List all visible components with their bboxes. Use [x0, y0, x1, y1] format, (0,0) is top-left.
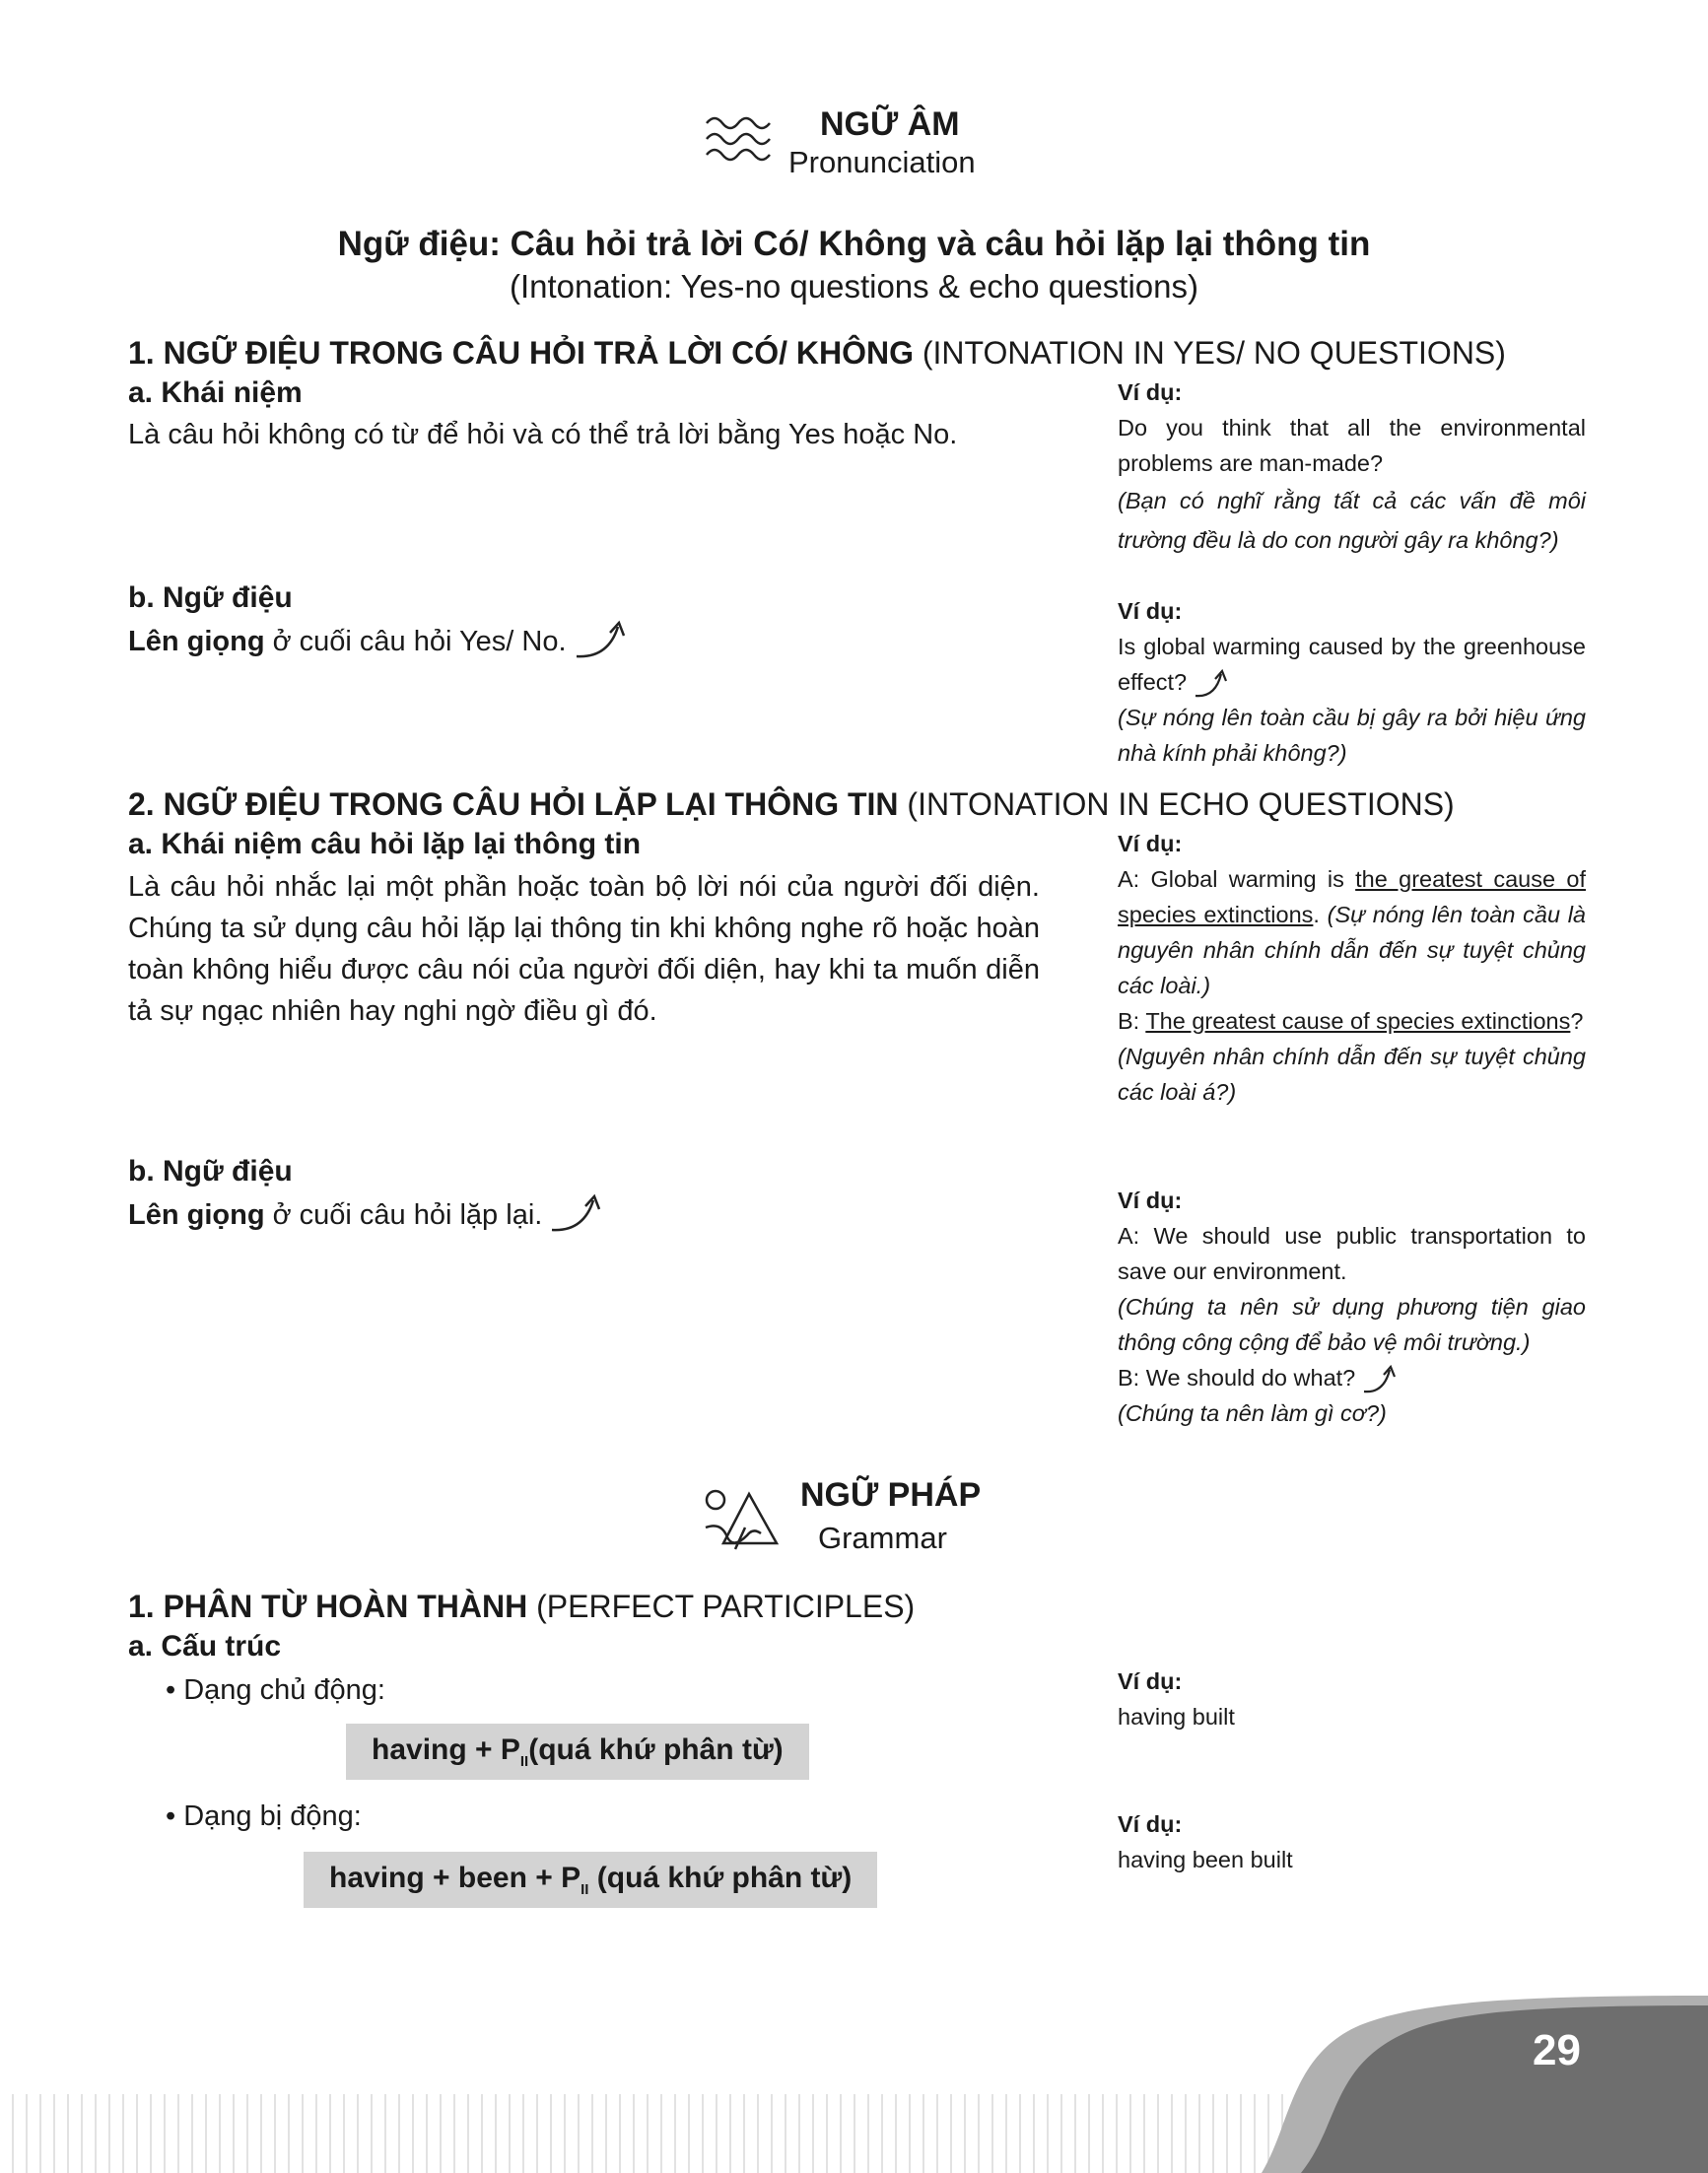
example-label: Ví dụ: — [1118, 1188, 1183, 1213]
passive-formula: having + been + $P_{II}$ (quá khứ phân từ) — [304, 1852, 877, 1908]
wave-icon — [705, 111, 774, 166]
example-label: Ví dụ: — [1118, 831, 1183, 856]
section-1-heading-bold: 1. NGỮ ĐIỆU TRONG CÂU HỎI TRẢ LỜI CÓ/ KHÔNG — [128, 335, 914, 371]
active-form-label: • Dạng chủ động: — [166, 1674, 385, 1706]
grammar-heading-normal: (PERFECT PARTICIPLES) — [536, 1589, 916, 1624]
section-1a-example — [1118, 374, 1586, 560]
section-2a-text: Là câu hỏi nhắc lại một phần hoặc toàn bộ lời nói của người đối diện. Chúng ta sử dụng câu hỏi lặp lại thông tin khi không nghe rõ hoặc hoàn toàn không hiểu được câu nói của người đối diện, hay khi ta muốn diễn tả sự ngạc nhiên hay nghi ngờ điều gì đó. — [128, 871, 1040, 1027]
section-1b-text — [128, 619, 630, 662]
pronunciation-subtitle: Pronunciation — [788, 145, 976, 179]
rising-intonation-arrow-icon — [1194, 668, 1229, 700]
rising-intonation-arrow-icon — [575, 619, 630, 662]
example-vietnamese: (Chúng ta nên sử dụng phương tiện giao thông công cộng để bảo vệ môi trường.) — [1118, 1294, 1586, 1355]
topic-title: Ngữ điệu: Câu hỏi trả lời Có/ Không và câu hỏi lặp lại thông tin — [337, 225, 1371, 263]
section-1b-title: b. Ngữ điệu — [128, 581, 293, 614]
underlined-phrase: the greatest cause of species extinctions — [1118, 866, 1586, 927]
example-label: Ví dụ: — [1118, 1811, 1183, 1837]
active-example — [1118, 1664, 1586, 1734]
rising-label: Lên giọng — [128, 1199, 265, 1231]
example-a: A: Global warming is the greatest cause of species extinctions. (Sự nóng lên toàn cầu là nguyên nhân chính dẫn đến sự tuyệt chủng các loài.) — [1118, 866, 1586, 998]
section-2-heading-normal: (INTONATION IN ECHO QUESTIONS) — [907, 786, 1455, 822]
rising-intonation-arrow-icon — [1362, 1364, 1398, 1395]
page-corner-shape — [1222, 1996, 1708, 2173]
pronunciation-header — [705, 103, 1020, 182]
rising-intonation-arrow-icon — [550, 1192, 605, 1236]
pronunciation-title: NGỮ ÂM — [820, 105, 960, 143]
example-label: Ví dụ: — [1118, 1668, 1183, 1694]
triangle-shapes-icon — [702, 1484, 781, 1555]
topic-subtitle: (Intonation: Yes-no questions & echo questions) — [510, 268, 1198, 305]
example-vietnamese: (Bạn có nghĩ rằng tất cả các vấn đề môi trường đều là do con người gây ra không?) — [1118, 488, 1586, 553]
passive-form-label: • Dạng bị động: — [166, 1800, 362, 1832]
grammar-heading-bold: 1. PHÂN TỪ HOÀN THÀNH — [128, 1589, 528, 1624]
section-2a-example — [1118, 826, 1586, 1110]
example-a: A: We should use public transportation to save our environment. — [1118, 1223, 1586, 1284]
grammar-title: NGỮ PHÁP — [800, 1476, 982, 1514]
grammar-header — [702, 1476, 997, 1565]
section-1-heading — [128, 335, 1506, 372]
grammar-subtitle: Grammar — [818, 1521, 947, 1555]
active-formula: having + $P_{II}(quá$ khứ phân từ) — [346, 1724, 809, 1780]
example-label: Ví dụ: — [1118, 379, 1183, 405]
rising-label: Lên giọng — [128, 626, 265, 657]
section-1b-text-rest: ở cuối câu hỏi Yes/ No. — [264, 626, 567, 657]
section-2b-text-rest: ở cuối câu hỏi lặp lại. — [264, 1199, 543, 1231]
example-vietnamese: (Sự nóng lên toàn cầu là nguyên nhân chính dẫn đến sự tuyệt chủng các loài.) — [1118, 902, 1586, 998]
example-english: having built — [1118, 1704, 1235, 1730]
example-b: B: We should do what? — [1118, 1360, 1586, 1395]
section-1a-text: Là câu hỏi không có từ để hỏi và có thể trả lời bằng Yes hoặc No. — [128, 419, 958, 450]
section-2b-title: b. Ngữ điệu — [128, 1155, 293, 1188]
example-english: Do you think that all the environmental problems are man-made? — [1118, 415, 1586, 476]
underlined-phrase: The greatest cause of species extinctions — [1145, 1008, 1571, 1034]
example-vietnamese: (Sự nóng lên toàn cầu bị gây ra bởi hiệu ứng nhà kính phải không?) — [1118, 705, 1586, 766]
grammar-heading — [128, 1589, 915, 1625]
example-label: Ví dụ: — [1118, 598, 1183, 624]
example-vietnamese: (Chúng ta nên làm gì cơ?) — [1118, 1400, 1387, 1426]
section-2-heading-bold: 2. NGỮ ĐIỆU TRONG CÂU HỎI LẶP LẠI THÔNG TIN — [128, 786, 899, 822]
example-english: having been built — [1118, 1847, 1293, 1872]
page-number: 29 — [1533, 2026, 1581, 2074]
section-2b-example — [1118, 1183, 1586, 1431]
section-1-heading-normal: (INTONATION IN YES/ NO QUESTIONS) — [922, 335, 1506, 371]
section-1a-title: a. Khái niệm — [128, 376, 303, 409]
section-2a-title: a. Khái niệm câu hỏi lặp lại thông tin — [128, 828, 642, 860]
section-2b-text — [128, 1192, 605, 1236]
example-b: B: The greatest cause of species extinctions? — [1118, 1008, 1584, 1034]
example-vietnamese: (Nguyên nhân chính dẫn đến sự tuyệt chủng các loài á?) — [1118, 1044, 1586, 1105]
section-1b-example — [1118, 593, 1586, 771]
example-english: Is global warming caused by the greenhouse effect? — [1118, 629, 1586, 700]
section-2-heading — [128, 786, 1455, 823]
passive-example — [1118, 1806, 1586, 1877]
grammar-a-title: a. Cấu trúc — [128, 1630, 282, 1663]
